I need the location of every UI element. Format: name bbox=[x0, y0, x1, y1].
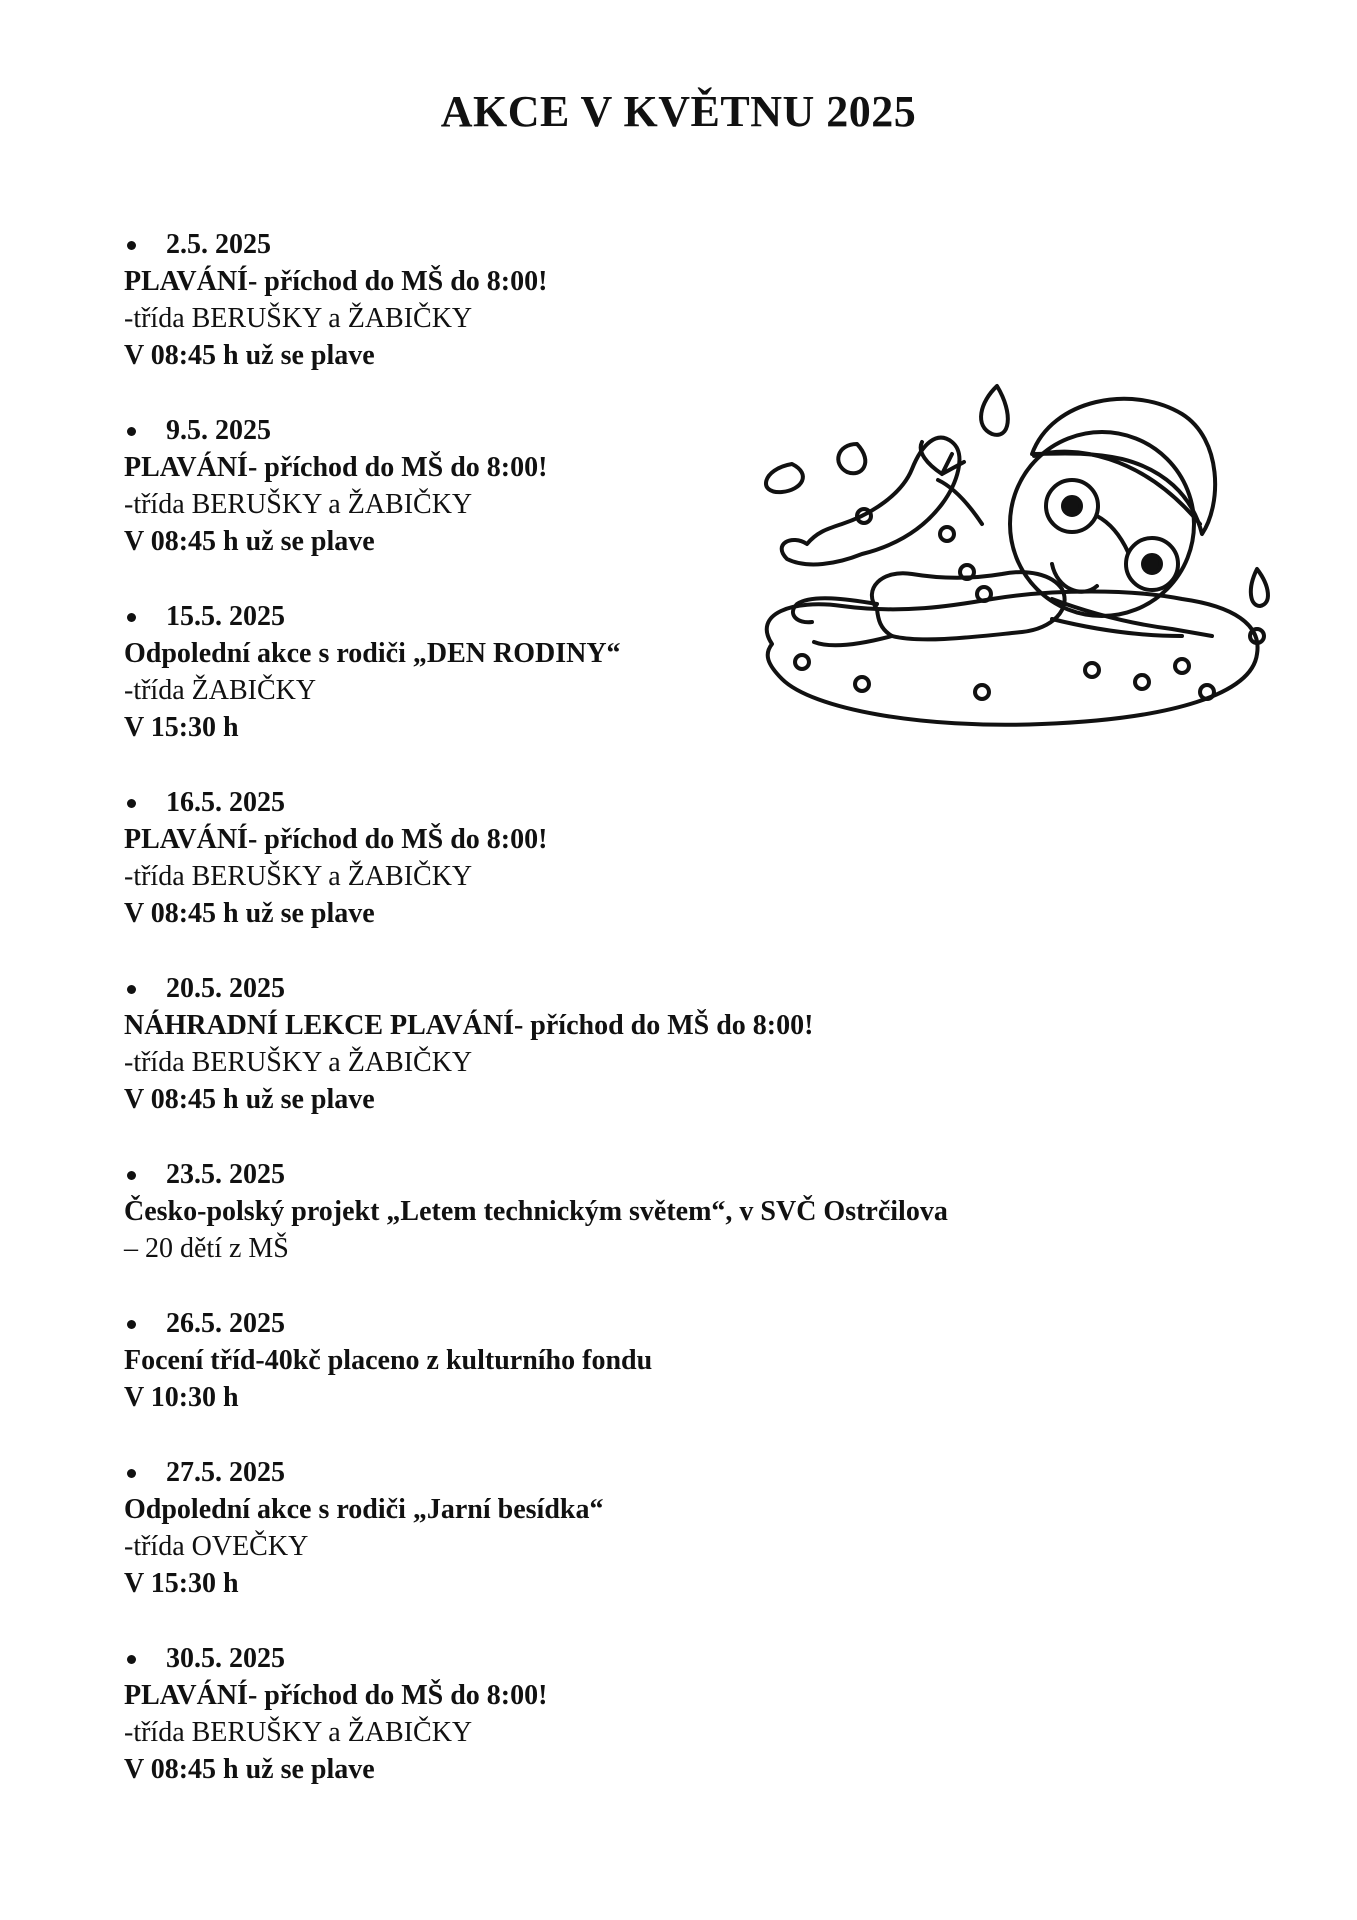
event-line: -třída OVEČKY bbox=[124, 1531, 309, 1562]
event-date: 20.5. 2025 bbox=[124, 970, 1124, 1007]
event-item bbox=[124, 970, 1124, 1118]
event-line: NÁHRADNÍ LEKCE PLAVÁNÍ- příchod do MŠ do 8:00! bbox=[124, 1010, 814, 1041]
event-line: -třída BERUŠKY a ŽABIČKY bbox=[124, 303, 473, 334]
event-item bbox=[124, 1156, 1124, 1267]
event-line: PLAVÁNÍ- příchod do MŠ do 8:00! bbox=[124, 452, 548, 483]
event-line: -třída BERUŠKY a ŽABIČKY bbox=[124, 1717, 473, 1748]
event-line: V 08:45 h už se plave bbox=[124, 1754, 375, 1785]
event-date: 30.5. 2025 bbox=[124, 1640, 1124, 1677]
event-line: – 20 dětí z MŠ bbox=[124, 1233, 289, 1264]
event-line: Odpolední akce s rodiči „Jarní besídka“ bbox=[124, 1494, 604, 1525]
event-item bbox=[124, 1305, 1124, 1416]
event-line: -třída BERUŠKY a ŽABIČKY bbox=[124, 489, 473, 520]
event-date: 2.5. 2025 bbox=[124, 226, 1124, 263]
event-line: Česko-polský projekt „Letem technickým světem“, v SVČ Ostrčilova bbox=[124, 1196, 948, 1227]
event-line: V 15:30 h bbox=[124, 712, 239, 743]
event-date: 26.5. 2025 bbox=[124, 1305, 1124, 1342]
event-line: -třída ŽABIČKY bbox=[124, 675, 317, 706]
event-date: 16.5. 2025 bbox=[124, 784, 1124, 821]
event-line: V 08:45 h už se plave bbox=[124, 526, 375, 557]
event-date: 27.5. 2025 bbox=[124, 1454, 1124, 1491]
event-line: PLAVÁNÍ- příchod do MŠ do 8:00! bbox=[124, 1680, 548, 1711]
event-line: -třída BERUŠKY a ŽABIČKY bbox=[124, 861, 473, 892]
event-item bbox=[124, 784, 1124, 932]
event-date: 15.5. 2025 bbox=[124, 598, 1124, 635]
event-line: V 15:30 h bbox=[124, 1568, 239, 1599]
event-item bbox=[124, 1454, 1124, 1602]
page-title: AKCE V KVĚTNU 2025 bbox=[440, 87, 917, 136]
event-item bbox=[124, 226, 1124, 374]
event-line: PLAVÁNÍ- příchod do MŠ do 8:00! bbox=[124, 824, 548, 855]
event-date: 9.5. 2025 bbox=[124, 412, 1124, 449]
event-item bbox=[124, 1640, 1124, 1788]
event-line: V 08:45 h už se plave bbox=[124, 1084, 375, 1115]
event-line: PLAVÁNÍ- příchod do MŠ do 8:00! bbox=[124, 266, 548, 297]
event-line: V 08:45 h už se plave bbox=[124, 340, 375, 371]
event-line: Odpolední akce s rodiči „DEN RODINY“ bbox=[124, 638, 621, 669]
event-line: V 08:45 h už se plave bbox=[124, 898, 375, 929]
event-line: Focení tříd-40kč placeno z kulturního fondu bbox=[124, 1345, 653, 1376]
event-line: -třída BERUŠKY a ŽABIČKY bbox=[124, 1047, 473, 1078]
swimmer-illustration bbox=[752, 374, 1282, 764]
event-line: V 10:30 h bbox=[124, 1382, 239, 1413]
event-date: 23.5. 2025 bbox=[124, 1156, 1124, 1193]
